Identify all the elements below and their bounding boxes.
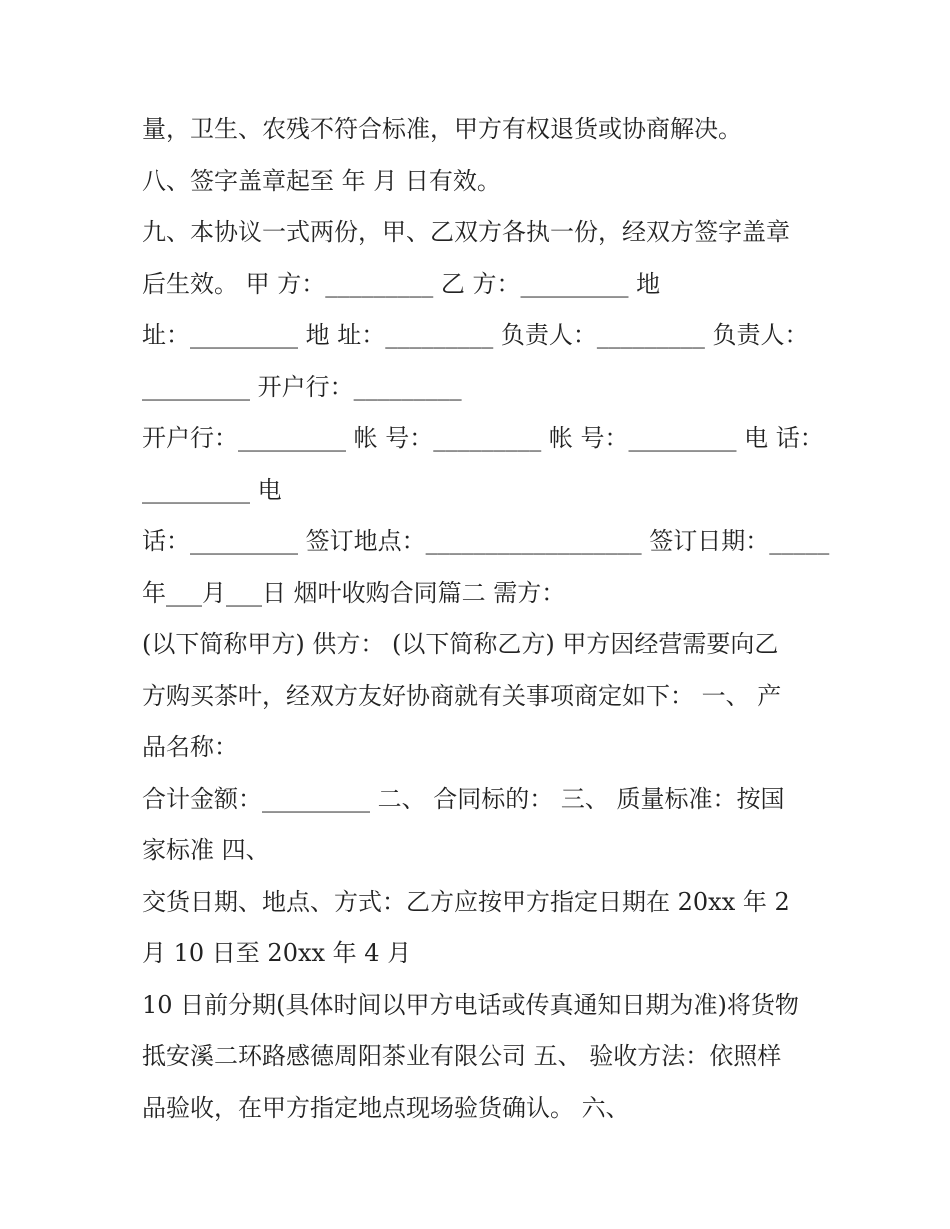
text-line: 量，卫生、农残不符合标准，甲方有权退货或协商解决。 [142, 115, 742, 143]
text-line: 合计金额：_________ 二、 合同标的： 三、 质量标准：按国 [142, 784, 785, 813]
text-line: 品名称： [142, 733, 238, 761]
text-line: 交货日期、地点、方式：乙方应按甲方指定日期在 20xx 年 2 [142, 887, 790, 916]
text-line: 址：_________ 地 址：_________ 负责人：_________ 负责人： [142, 321, 809, 349]
text-line: _________ 电 [142, 475, 282, 504]
text-line: 10 日前分期(具体时间以甲方电话或传真通知日期为准)将货物 [142, 990, 799, 1019]
text-line: 家标准 四、 [142, 836, 270, 864]
text-line: 方购买茶叶，经双方友好协商就有关事项商定如下： 一、 产 [142, 681, 782, 710]
text-line: 年___月___日 烟叶收购合同篇二 需方： [142, 578, 566, 607]
text-line: 九、本协议一式两份，甲、乙双方各执一份，经双方签字盖章 [142, 218, 790, 246]
text-line: 品验收，在甲方指定地点现场验货确认。 六、 [142, 1093, 630, 1122]
text-line: 话：_________ 签订地点：__________________ 签订日期：_____ [142, 527, 830, 555]
text-line: 后生效。 甲 方：_________ 乙 方：_________ 地 [142, 269, 661, 298]
text-line: 月 10 日至 20xx 年 4 月 [142, 939, 412, 967]
document-body [142, 104, 830, 1134]
text-line: (以下简称甲方) 供方： (以下简称乙方) 甲方因经营需要向乙 [142, 630, 779, 658]
text-line: 开户行：_________ 帐 号：_________ 帐 号：_________ 电 话： [142, 424, 824, 452]
text-line: _________ 开户行：_________ [142, 372, 462, 401]
text-line: 抵安溪二环路感德周阳茶业有限公司 五、 验收方法：依照样 [142, 1042, 782, 1070]
text-line: 八、签字盖章起至 年 月 日有效。 [142, 166, 501, 195]
